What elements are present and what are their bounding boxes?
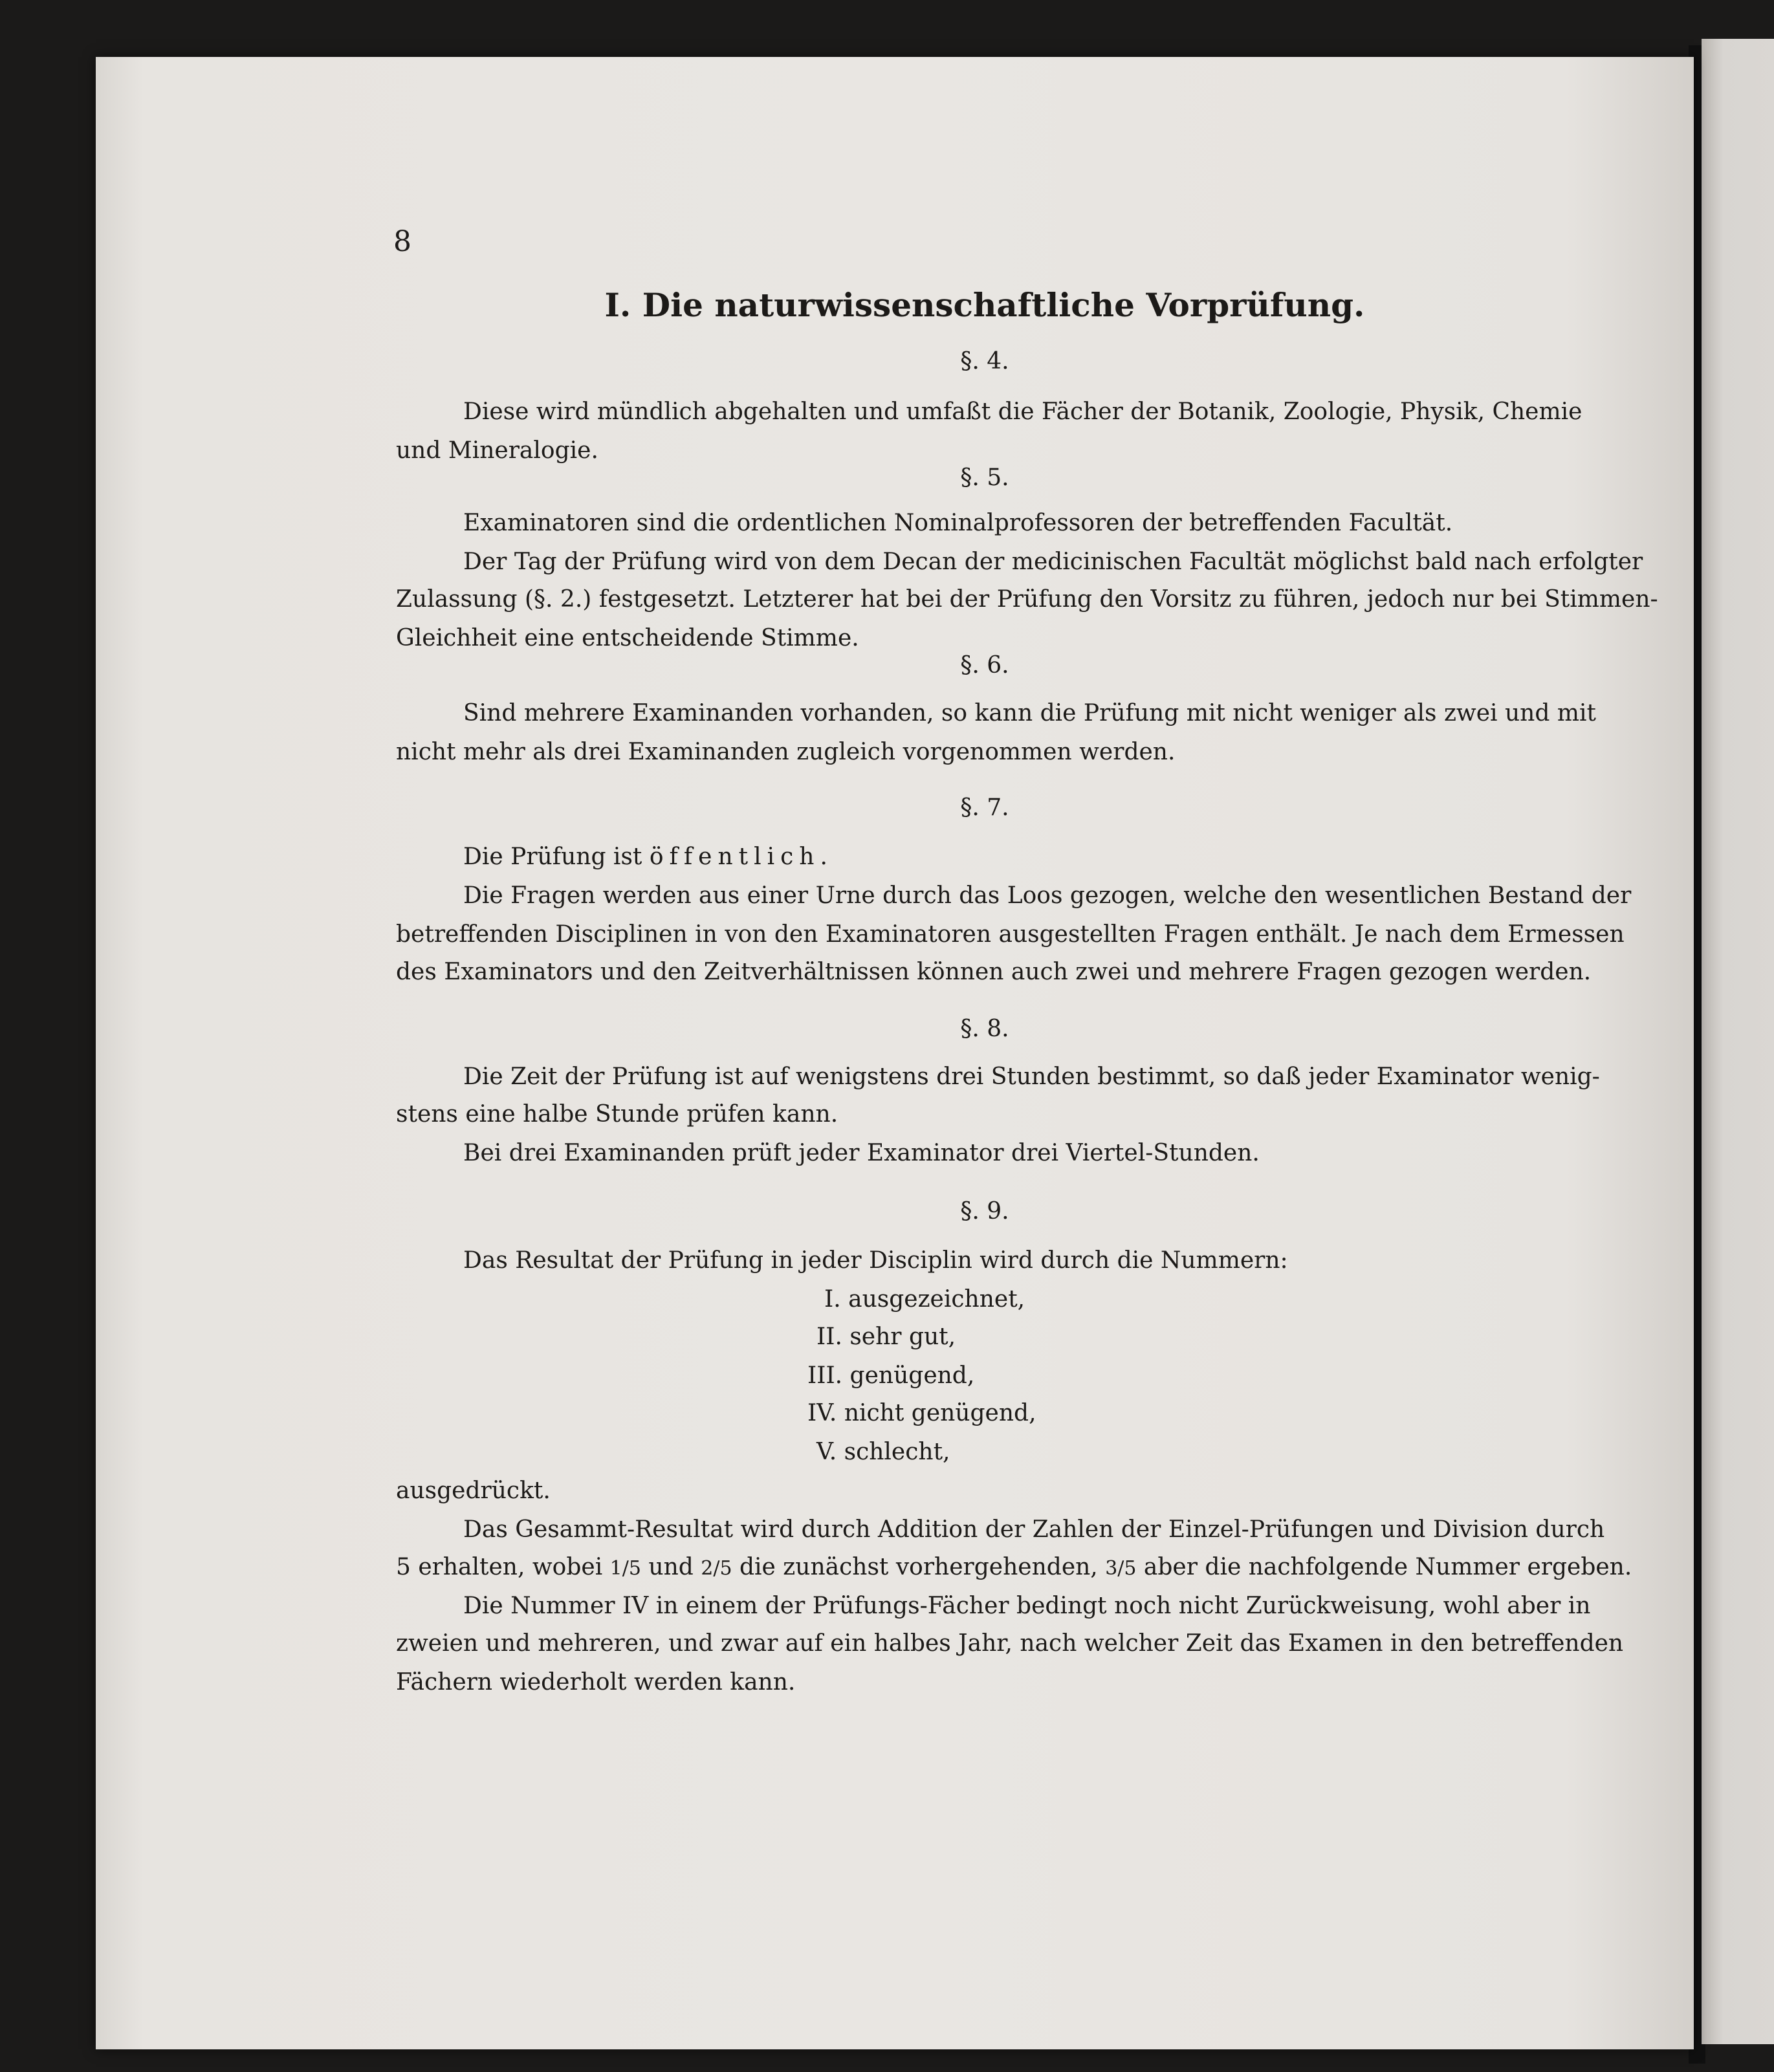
s7-line-3: betreffenden Disciplinen in von den Examinatoren ausgestellten Fragen enthält. Je nach dem Ermessen [396, 921, 1625, 948]
grade-1: I. ausgezeichnet, [824, 1286, 1025, 1313]
s8-line-3: Bei drei Examinanden prüft jeder Examinator drei Viertel-Stunden. [463, 1140, 1260, 1166]
s9-line-6: zweien und mehreren, und zwar auf ein halbes Jahr, nach welcher Zeit das Examen in den betreffenden [396, 1630, 1624, 1657]
paragraph-heading-5: §. 5. [960, 464, 1009, 491]
s6-line-2: nicht mehr als drei Examinanden zugleich vorgenommen werden. [396, 739, 1176, 765]
paragraph-heading-6: §. 6. [960, 652, 1009, 679]
paragraph-heading-8: §. 8. [960, 1016, 1009, 1042]
fraction-one-fifth: 1/5 [609, 1557, 641, 1580]
s9-line-5: Die Nummer IV in einem der Prüfungs-Fächer bedingt noch nicht Zurückweisung, wohl aber in [463, 1593, 1591, 1619]
paragraph-heading-4: §. 4. [960, 348, 1009, 375]
s7-emphasis: öffentlich. [649, 844, 833, 870]
s9-line-1: Das Resultat der Prüfung in jeder Disciplin wird durch die Nummern: [463, 1247, 1288, 1274]
fraction-three-fifths: 3/5 [1105, 1557, 1137, 1580]
section-title: I. Die naturwissenschaftliche Vorprüfung. [604, 286, 1365, 324]
s5-line-1: Examinatoren sind die ordentlichen Nominalprofessoren der betreffenden Facultät. [463, 510, 1453, 536]
s9-line-4-d: aber die nachfolgende Nummer ergeben. [1136, 1554, 1632, 1580]
grade-4: IV. nicht genügend, [807, 1400, 1036, 1426]
next-page-edge [1702, 39, 1774, 2044]
s9-line-7: Fächern wiederholt werden kann. [396, 1669, 796, 1696]
s4-line-2: und Mineralogie. [396, 437, 598, 464]
s8-line-2: stens eine halbe Stunde prüfen kann. [396, 1101, 838, 1128]
s5-line-3: Zulassung (§. 2.) festgesetzt. Letzterer hat bei der Prüfung den Vorsitz zu führen, jedoch nur bei Stimmen- [396, 586, 1658, 613]
paragraph-heading-9: §. 9. [960, 1198, 1009, 1225]
s7-line-2: Die Fragen werden aus einer Urne durch das Loos gezogen, welche den wesentlichen Bestand der [463, 882, 1632, 909]
s7-line-4: des Examinators und den Zeitverhältnissen können auch zwei und mehrere Fragen gezogen werden. [396, 959, 1592, 985]
s9-line-4-c: die zunächst vorhergehenden, [732, 1554, 1106, 1580]
s7-line-1-text: Die Prüfung ist [463, 844, 650, 870]
grade-3: III. genügend, [807, 1362, 975, 1389]
s9-line-4 [396, 1554, 1632, 1580]
s8-line-1: Die Zeit der Prüfung ist auf wenigstens drei Stunden bestimmt, so daß jeder Examinator wenig- [463, 1063, 1600, 1090]
s9-line-2: ausgedrückt. [396, 1478, 551, 1504]
paragraph-heading-7: §. 7. [960, 794, 1009, 821]
grade-2: II. sehr gut, [816, 1324, 956, 1350]
s6-line-1: Sind mehrere Examinanden vorhanden, so kann die Prüfung mit nicht weniger als zwei und mit [463, 700, 1596, 726]
page-number: 8 [393, 225, 411, 258]
s9-line-4-b: und [641, 1554, 701, 1580]
s5-line-2: Der Tag der Prüfung wird von dem Decan der medicinischen Facultät möglichst bald nach erfolgter [463, 549, 1643, 575]
s9-line-4-a: 5 erhalten, wobei [396, 1554, 610, 1580]
s9-line-3: Das Gesammt-Resultat wird durch Addition der Zahlen der Einzel-Prüfungen und Division durch [463, 1516, 1605, 1543]
fraction-two-fifths: 2/5 [701, 1557, 732, 1580]
grade-5: V. schlecht, [816, 1439, 950, 1465]
s7-line-1 [463, 844, 1641, 870]
s4-line-1: Diese wird mündlich abgehalten und umfaßt die Fächer der Botanik, Zoologie, Physik, Chemie [463, 398, 1582, 425]
s5-line-4: Gleichheit eine entscheidende Stimme. [396, 625, 859, 651]
